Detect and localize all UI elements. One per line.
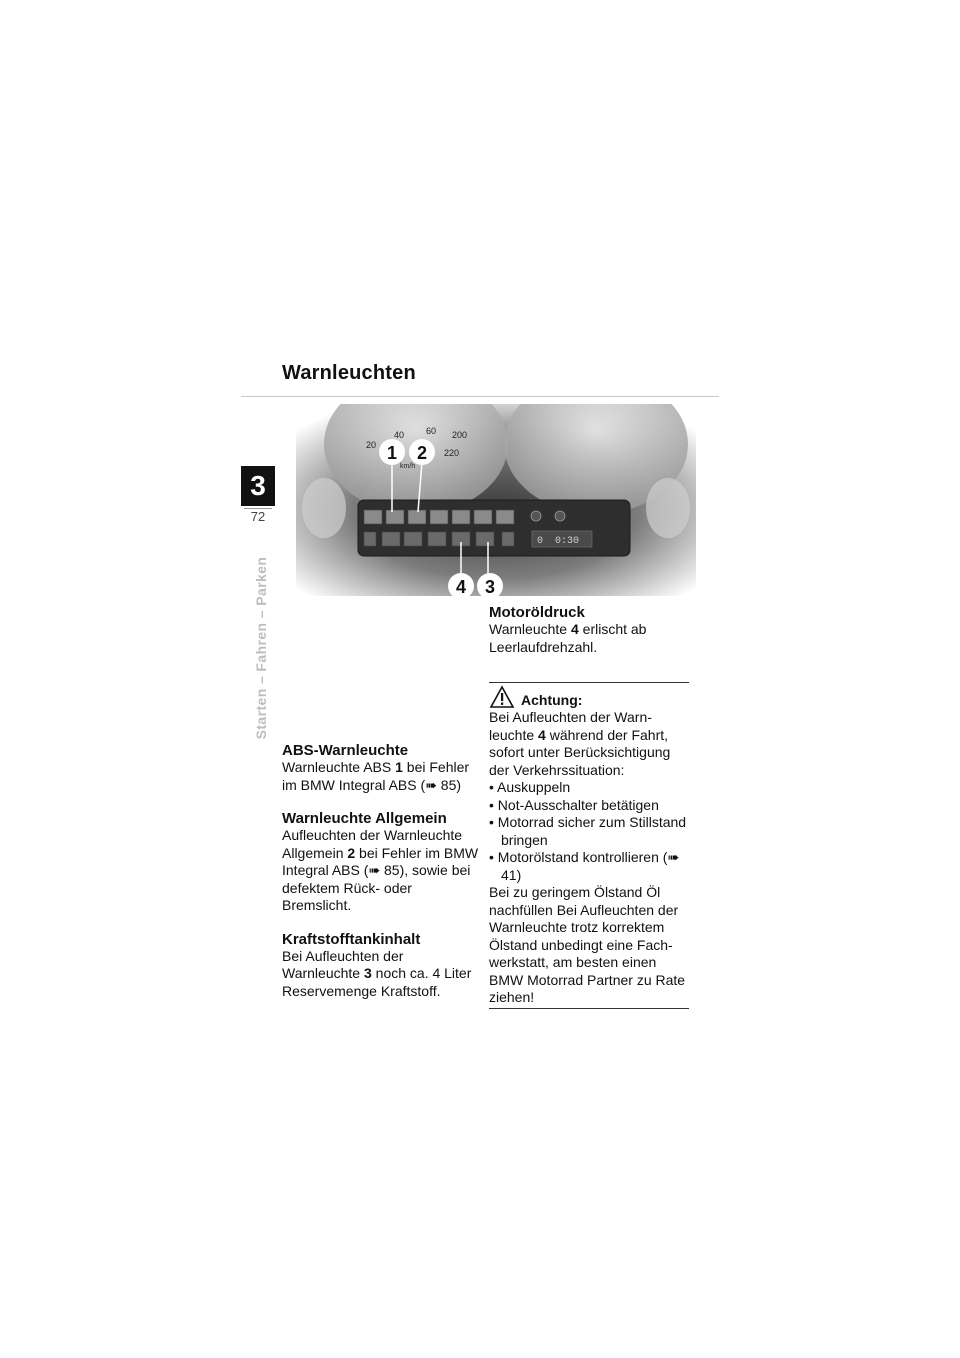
speed-label-60: 60 <box>426 426 437 436</box>
callout-4: 4 <box>455 577 467 596</box>
speed-label-20: 20 <box>366 440 377 450</box>
abs-text: Warnleuchte ABS 1 bei Fehler im BMW Integral ABS (➠ 85) <box>282 759 470 793</box>
right-gauge <box>646 478 690 538</box>
list-item: • Auskuppeln <box>489 779 571 795</box>
caution-label: Achtung: <box>521 691 583 708</box>
left-column <box>282 742 482 1000</box>
neutral-indicator <box>430 510 448 524</box>
indicator-row-bottom <box>364 532 514 546</box>
speed-label-220: 220 <box>444 448 460 458</box>
instrument-cluster-photo <box>296 404 696 596</box>
chapter-badge: 3 <box>241 466 275 506</box>
indicator-panel <box>358 500 630 556</box>
lcd-readout: 0 0:30 <box>537 536 580 547</box>
caution-header <box>489 685 689 709</box>
fuel-heading: Kraftstofftankinhalt <box>282 930 421 948</box>
fuel-text: Bei Aufleuchten der Warnleuchte 3 noch ca. 4 Liter Reservemenge Kraftstoff. <box>282 947 472 999</box>
callout-1: 1 <box>386 443 398 463</box>
speed-label-200: 200 <box>452 430 468 440</box>
speed-label-40: 40 <box>394 430 405 440</box>
fuel-reserve-light <box>476 532 494 546</box>
oil-pressure-text: Warnleuchte 4 erlischt ab Leerlaufdrehzahl. <box>489 621 647 655</box>
callout-2: 2 <box>416 443 428 463</box>
indicator-slot-6 <box>474 510 492 524</box>
indicator-slot-5 <box>452 510 470 524</box>
oil-pressure-heading: Motoröldruck <box>489 604 585 621</box>
abs-warning-light <box>386 510 404 524</box>
list-item: • Motorrad sicher zum Stillstand bringen <box>489 814 687 848</box>
callout-3: 3 <box>484 577 496 596</box>
page-reference: ➠ 85 <box>425 776 457 793</box>
list-item: • Not-Ausschalter betätigen <box>489 796 659 813</box>
abs-heading: ABS-Warnleuchte <box>282 742 409 759</box>
general-warning-light <box>408 510 426 524</box>
page-title: Warnleuchten <box>282 362 416 384</box>
caution-bottom-rule <box>489 1008 689 1009</box>
page-number: 72 <box>250 509 266 524</box>
page-reference: ➠ 85 <box>368 862 400 878</box>
caution-closing: Bei zu geringem Ölstand Öl nachfüllen Bei Aufleuchten der Warnleuchte trotz korrektem Ölstand unbedingt eine Fach-werkstatt, am besten einen BMW Motorrad Partner zu Rate ziehen! <box>489 884 686 1005</box>
warning-triangle-icon <box>489 685 515 709</box>
unit-label: km/h <box>400 463 416 470</box>
general-warning-text: Aufleuchten der Warnleuchte Allgemein 2 bei Fehler im BMW Integral ABS (➠ 85), sowie bei defektem Rück- oder Bremslicht. <box>282 827 479 913</box>
list-item: • Motorölstand kontrollieren (➠ 41) <box>489 849 680 883</box>
right-column <box>489 604 689 1009</box>
general-warning-heading: Warnleuchte Allgemein <box>282 810 447 827</box>
caution-intro: Bei Aufleuchten der Warn-leuchte 4 während der Fahrt, sofort unter Berücksichtigung der Verkehrssituation: <box>489 709 671 778</box>
caution-top-rule <box>489 682 689 683</box>
chapter-side-label: Starten – Fahren – Parken <box>253 556 269 740</box>
title-divider <box>241 396 719 397</box>
turn-right-indicator <box>496 510 514 524</box>
caution-steps <box>489 779 689 884</box>
indicator-row-top <box>364 510 514 524</box>
turn-left-indicator <box>364 510 382 524</box>
left-gauge <box>302 478 346 538</box>
